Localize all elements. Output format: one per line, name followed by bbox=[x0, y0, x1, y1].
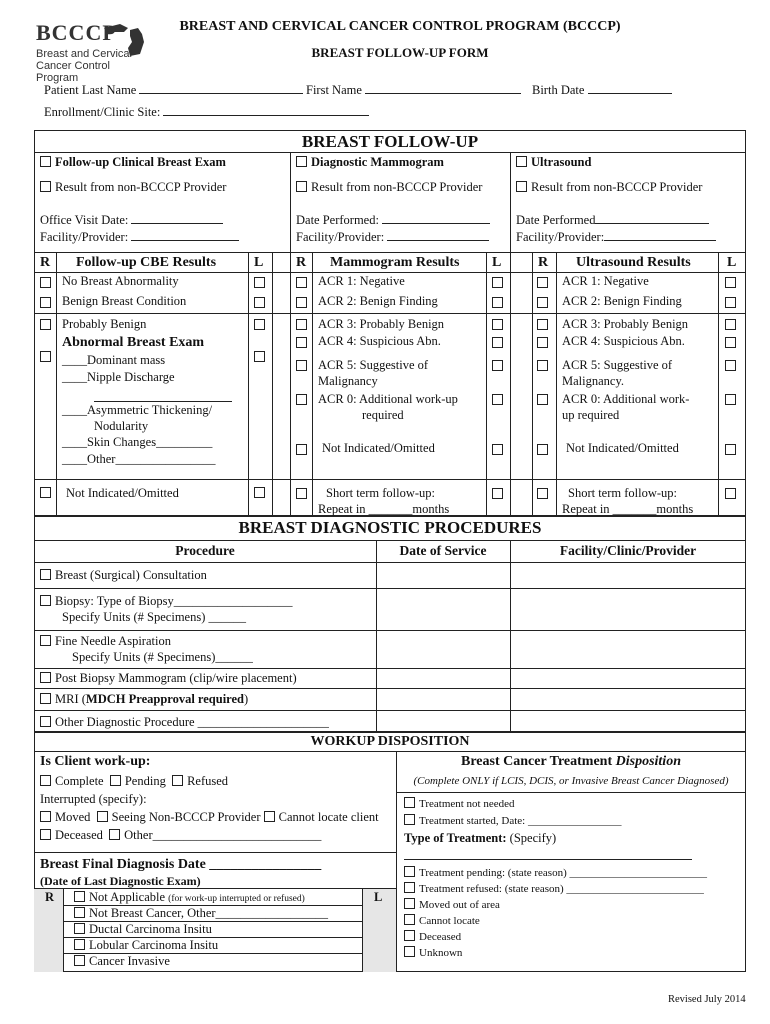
cannot-locate2-label: Cannot locate bbox=[419, 915, 480, 927]
birth-date-field[interactable] bbox=[588, 82, 672, 94]
office-visit-label: Office Visit Date: bbox=[40, 213, 129, 227]
fna-checkbox[interactable] bbox=[40, 635, 51, 646]
mammo-r-acr0-checkbox[interactable] bbox=[296, 394, 307, 405]
client-workup-label: Is Client work-up: bbox=[40, 754, 151, 769]
tx-heading: Breast Cancer Treatment bbox=[461, 754, 616, 769]
deceased-label: Deceased bbox=[55, 828, 103, 842]
tx-note: (Complete ONLY if LCIS, DCIS, or Invasive Breast Cancer Diagnosed) bbox=[413, 775, 729, 787]
us-acr5a: ACR 5: Suggestive of bbox=[562, 358, 673, 372]
mammo-l-acr2-checkbox[interactable] bbox=[492, 297, 503, 308]
last-name-field[interactable] bbox=[139, 82, 303, 94]
us-facility-label: Facility/Provider: bbox=[516, 230, 605, 244]
mammo-r-acr3-checkbox[interactable] bbox=[296, 319, 307, 330]
cbe-checkbox[interactable] bbox=[40, 156, 51, 167]
cbe-benign-label: Benign Breast Condition bbox=[62, 294, 187, 308]
us-r-short-checkbox[interactable] bbox=[537, 488, 548, 499]
tx-heading-italic: Disposition bbox=[615, 754, 681, 769]
us-acr5b: Malignancy. bbox=[562, 374, 625, 388]
us-r-acr5-checkbox[interactable] bbox=[537, 360, 548, 371]
mammo-l-acr0-checkbox[interactable] bbox=[492, 394, 503, 405]
seeing-label: Seeing Non-BCCCP Provider bbox=[111, 810, 261, 824]
refused-checkbox[interactable] bbox=[172, 775, 183, 786]
cbe-mass: ____Dominant mass bbox=[62, 353, 166, 367]
procedures-heading: BREAST DIAGNOSTIC PROCEDURES bbox=[238, 518, 542, 537]
mammo-results-heading: Mammogram Results bbox=[330, 255, 460, 270]
moved-label: Moved bbox=[55, 810, 91, 824]
logo-line1: Breast and Cervical bbox=[36, 48, 132, 60]
mammo-l-acr3-checkbox[interactable] bbox=[492, 319, 503, 330]
biopsy-label: Biopsy: Type of Biopsy___________________ bbox=[55, 594, 293, 608]
mammo-l-not-ind-checkbox[interactable] bbox=[492, 444, 503, 455]
tx-pending-checkbox[interactable] bbox=[404, 866, 415, 877]
mammo-acr1: ACR 1: Negative bbox=[318, 274, 405, 288]
cbe-l-header: L bbox=[254, 255, 264, 270]
us-l-acr3-checkbox[interactable] bbox=[725, 319, 736, 330]
us-l-acr5-checkbox[interactable] bbox=[725, 360, 736, 371]
logo bbox=[36, 20, 146, 84]
mammo-acr0b: required bbox=[362, 408, 404, 422]
us-r-acr4-checkbox[interactable] bbox=[537, 337, 548, 348]
cbe-facility-field[interactable] bbox=[131, 229, 239, 241]
mammo-r-short-checkbox[interactable] bbox=[296, 488, 307, 499]
tx-type-label: Type of Treatment: bbox=[404, 831, 507, 845]
us-acr3: ACR 3: Probably Benign bbox=[562, 317, 689, 331]
dx-l-header: L bbox=[374, 890, 383, 904]
us-not-ind: Not Indicated/Omitted bbox=[566, 441, 679, 455]
pending-checkbox[interactable] bbox=[110, 775, 121, 786]
mammo-non-bcccp-label: Result from non-BCCCP Provider bbox=[311, 180, 483, 194]
mammo-facility-label: Facility/Provider: bbox=[296, 230, 385, 244]
ultra-label: Ultrasound bbox=[531, 155, 592, 169]
mammo-r-acr1-checkbox[interactable] bbox=[296, 277, 307, 288]
col-facility: Facility/Clinic/Provider bbox=[559, 543, 697, 558]
form-subtitle: BREAST FOLLOW-UP FORM bbox=[311, 45, 489, 60]
cbe-nodularity: Nodularity bbox=[94, 419, 149, 433]
mammo-date-field[interactable] bbox=[382, 212, 490, 224]
mammo-acr2: ACR 2: Benign Finding bbox=[318, 294, 438, 308]
us-r-not-ind-checkbox[interactable] bbox=[537, 444, 548, 455]
lobular-label: Lobular Carcinoma Insitu bbox=[89, 938, 219, 952]
mammo-checkbox[interactable] bbox=[296, 156, 307, 167]
fna-units: Specify Units (# Specimens)______ bbox=[72, 650, 253, 664]
us-date-label: Date Performed bbox=[516, 213, 596, 227]
mri-end: ) bbox=[244, 692, 249, 706]
site-label: Enrollment/Clinic Site: bbox=[44, 105, 161, 119]
mammo-short-b: Repeat in _______months bbox=[318, 502, 450, 516]
mri-checkbox[interactable] bbox=[40, 693, 51, 704]
mammo-acr4: ACR 4: Suspicious Abn. bbox=[318, 334, 441, 348]
mammo-l-header: L bbox=[492, 255, 502, 270]
cbe-l-not-ind-checkbox[interactable] bbox=[254, 487, 265, 498]
deceased2-label: Deceased bbox=[419, 931, 462, 943]
mammo-acr3: ACR 3: Probably Benign bbox=[318, 317, 445, 331]
form-title: BREAST AND CERVICAL CANCER CONTROL PROGRAM (BCCCP) bbox=[179, 19, 621, 34]
first-name-label: First Name bbox=[306, 83, 362, 97]
na-note: (for work-up interrupted or refused) bbox=[168, 894, 305, 904]
us-non-bcccp-checkbox[interactable] bbox=[516, 181, 527, 192]
us-acr0b: up required bbox=[562, 408, 620, 422]
office-visit-field[interactable] bbox=[131, 212, 223, 224]
mammo-r-header: R bbox=[296, 255, 307, 270]
mammo-r-acr5-checkbox[interactable] bbox=[296, 360, 307, 371]
us-non-bcccp-label: Result from non-BCCCP Provider bbox=[531, 180, 703, 194]
ductal-label: Ductal Carcinoma Insitu bbox=[89, 922, 212, 936]
unknown-label: Unknown bbox=[419, 947, 463, 959]
moved-checkbox[interactable] bbox=[40, 811, 51, 822]
us-l-header: L bbox=[727, 255, 737, 270]
moved-area-checkbox[interactable] bbox=[404, 898, 415, 909]
consult-label: Breast (Surgical) Consultation bbox=[55, 568, 207, 582]
us-acr4: ACR 4: Suspicious Abn. bbox=[562, 334, 685, 348]
followup-heading: BREAST FOLLOW-UP bbox=[301, 132, 479, 151]
us-l-acr2-checkbox[interactable] bbox=[725, 297, 736, 308]
mri-label: MRI ( bbox=[55, 692, 86, 706]
logo-brand: BCCCP bbox=[36, 20, 117, 45]
cbe-l-benign-checkbox[interactable] bbox=[254, 297, 265, 308]
mammo-r-not-ind-checkbox[interactable] bbox=[296, 444, 307, 455]
mri-preapproval: MDCH Preapproval required bbox=[85, 692, 245, 706]
fna-label: Fine Needle Aspiration bbox=[55, 634, 171, 648]
us-l-not-ind-checkbox[interactable] bbox=[725, 444, 736, 455]
cbe-label: Follow-up Clinical Breast Exam bbox=[55, 155, 226, 169]
site-field[interactable] bbox=[163, 104, 369, 116]
us-l-acr0-checkbox[interactable] bbox=[725, 394, 736, 405]
us-facility-field[interactable] bbox=[604, 229, 716, 241]
not-cancer-checkbox[interactable] bbox=[74, 907, 85, 918]
us-date-field[interactable] bbox=[595, 212, 709, 224]
logo-line2: Cancer Control Program bbox=[36, 60, 110, 84]
cbe-non-bcccp-label: Result from non-BCCCP Provider bbox=[55, 180, 227, 194]
tx-not-needed-label: Treatment not needed bbox=[419, 798, 515, 810]
last-name-label: Patient Last Name bbox=[44, 83, 137, 97]
tx-started-label: Treatment started, Date: _________________ bbox=[419, 815, 622, 827]
tx-refused-checkbox[interactable] bbox=[404, 882, 415, 893]
tx-refused-label: Treatment refused: (state reason) _________________________ bbox=[419, 883, 704, 895]
us-l-acr1-checkbox[interactable] bbox=[725, 277, 736, 288]
ultra-checkbox[interactable] bbox=[516, 156, 527, 167]
mammo-l-acr4-checkbox[interactable] bbox=[492, 337, 503, 348]
birth-date-label: Birth Date bbox=[532, 83, 585, 97]
us-acr0a: ACR 0: Additional work- bbox=[562, 392, 690, 406]
col-date: Date of Service bbox=[399, 543, 487, 558]
us-acr1: ACR 1: Negative bbox=[562, 274, 649, 288]
mammo-date-label: Date Performed: bbox=[296, 213, 379, 227]
unknown-checkbox[interactable] bbox=[404, 946, 415, 957]
pending-label: Pending bbox=[124, 774, 166, 788]
us-results-heading: Ultrasound Results bbox=[576, 255, 691, 270]
cbe-nipple-line[interactable] bbox=[94, 390, 232, 402]
cbe-r-probably-checkbox[interactable] bbox=[40, 319, 51, 330]
complete-label: Complete bbox=[55, 774, 104, 788]
cbe-r-header: R bbox=[40, 255, 51, 270]
other-disp-checkbox[interactable] bbox=[109, 829, 120, 840]
disposition-heading: WORKUP DISPOSITION bbox=[310, 734, 470, 749]
mammo-acr0a: ACR 0: Additional work-up bbox=[318, 392, 458, 406]
lobular-checkbox[interactable] bbox=[74, 939, 85, 950]
mammo-l-acr1-checkbox[interactable] bbox=[492, 277, 503, 288]
cbe-no-abn-label: No Breast Abnormality bbox=[62, 274, 179, 288]
cbe-results-heading: Follow-up CBE Results bbox=[76, 255, 217, 270]
final-dx-label: Breast Final Diagnosis Date ________________ bbox=[40, 857, 322, 872]
ductal-checkbox[interactable] bbox=[74, 923, 85, 934]
us-short-b: Repeat in _______months bbox=[562, 502, 694, 516]
last-exam-label: (Date of Last Diagnostic Exam) bbox=[40, 874, 201, 888]
invasive-label: Cancer Invasive bbox=[89, 954, 170, 968]
cannot-locate-label: Cannot locate client bbox=[278, 810, 379, 824]
tx-not-needed-checkbox[interactable] bbox=[404, 797, 415, 808]
cbe-abnormal-label: Abnormal Breast Exam bbox=[62, 335, 205, 350]
cbe-l-probably-checkbox[interactable] bbox=[254, 319, 265, 330]
complete-checkbox[interactable] bbox=[40, 775, 51, 786]
us-r-acr1-checkbox[interactable] bbox=[537, 277, 548, 288]
biopsy-units: Specify Units (# Specimens) ______ bbox=[62, 610, 247, 624]
cbe-r-benign-checkbox[interactable] bbox=[40, 297, 51, 308]
not-cancer-label: Not Breast Cancer, Other__________________ bbox=[89, 906, 329, 920]
cbe-not-ind-label: Not Indicated/Omitted bbox=[66, 486, 179, 500]
cbe-r-abnormal-checkbox[interactable] bbox=[40, 351, 51, 362]
cbe-non-bcccp-checkbox[interactable] bbox=[40, 181, 51, 192]
col-procedure: Procedure bbox=[175, 543, 235, 558]
revised-date: Revised July 2014 bbox=[668, 994, 746, 1005]
other-proc-label: Other Diagnostic Procedure _____________________ bbox=[55, 715, 329, 729]
deceased2-checkbox[interactable] bbox=[404, 930, 415, 941]
mammo-label: Diagnostic Mammogram bbox=[311, 155, 444, 169]
us-short-a: Short term follow-up: bbox=[568, 486, 678, 500]
na-label: Not Applicable bbox=[89, 890, 166, 904]
refused-label: Refused bbox=[187, 774, 229, 788]
cbe-r-not-ind-checkbox[interactable] bbox=[40, 487, 51, 498]
post-biopsy-checkbox[interactable] bbox=[40, 672, 51, 683]
mammo-not-ind: Not Indicated/Omitted bbox=[322, 441, 435, 455]
cbe-l-no-abn-checkbox[interactable] bbox=[254, 277, 265, 288]
cbe-l-abnormal-checkbox[interactable] bbox=[254, 351, 265, 362]
us-acr2: ACR 2: Benign Finding bbox=[562, 294, 682, 308]
mammo-short-a: Short term follow-up: bbox=[326, 486, 436, 500]
biopsy-checkbox[interactable] bbox=[40, 595, 51, 606]
consult-checkbox[interactable] bbox=[40, 569, 51, 580]
tx-started-checkbox[interactable] bbox=[404, 814, 415, 825]
deceased-checkbox[interactable] bbox=[40, 829, 51, 840]
mammo-r-acr2-checkbox[interactable] bbox=[296, 297, 307, 308]
tx-pending-label: Treatment pending: (state reason) _________________________ bbox=[419, 867, 707, 879]
us-l-acr4-checkbox[interactable] bbox=[725, 337, 736, 348]
tx-type-line[interactable] bbox=[404, 848, 692, 860]
cbe-facility-label: Facility/Provider: bbox=[40, 230, 129, 244]
tx-type-spec: (Specify) bbox=[506, 831, 557, 845]
us-l-short-checkbox[interactable] bbox=[725, 488, 736, 499]
invasive-checkbox[interactable] bbox=[74, 955, 85, 966]
na-checkbox[interactable] bbox=[74, 891, 85, 902]
cannot-locate-checkbox[interactable] bbox=[264, 811, 275, 822]
cbe-nipple: ____Nipple Discharge bbox=[62, 370, 175, 384]
cbe-skin: ____Skin Changes_________ bbox=[62, 435, 213, 449]
us-r-acr0-checkbox[interactable] bbox=[537, 394, 548, 405]
interrupted-label: Interrupted (specify): bbox=[40, 792, 147, 806]
cbe-r-no-abn-checkbox[interactable] bbox=[40, 277, 51, 288]
cbe-probably-label: Probably Benign bbox=[62, 317, 147, 331]
mammo-l-acr5-checkbox[interactable] bbox=[492, 360, 503, 371]
first-name-field[interactable] bbox=[365, 82, 521, 94]
us-r-acr2-checkbox[interactable] bbox=[537, 297, 548, 308]
cbe-other: ____Other________________ bbox=[62, 452, 216, 466]
cannot-locate2-checkbox[interactable] bbox=[404, 914, 415, 925]
cbe-asym: ____Asymmetric Thickening/ bbox=[62, 403, 213, 417]
moved-area-label: Moved out of area bbox=[419, 899, 500, 911]
post-biopsy-label: Post Biopsy Mammogram (clip/wire placement) bbox=[55, 671, 297, 685]
us-r-acr3-checkbox[interactable] bbox=[537, 319, 548, 330]
dx-r-header: R bbox=[45, 890, 55, 904]
mammo-l-short-checkbox[interactable] bbox=[492, 488, 503, 499]
mammo-non-bcccp-checkbox[interactable] bbox=[296, 181, 307, 192]
us-r-header: R bbox=[538, 255, 549, 270]
other-proc-checkbox[interactable] bbox=[40, 716, 51, 727]
mammo-facility-field[interactable] bbox=[387, 229, 489, 241]
other-disp-label: Other___________________________ bbox=[124, 828, 322, 842]
mammo-acr5a: ACR 5: Suggestive of bbox=[318, 358, 429, 372]
seeing-checkbox[interactable] bbox=[97, 811, 108, 822]
mammo-r-acr4-checkbox[interactable] bbox=[296, 337, 307, 348]
mammo-acr5b: Malignancy bbox=[318, 374, 378, 388]
